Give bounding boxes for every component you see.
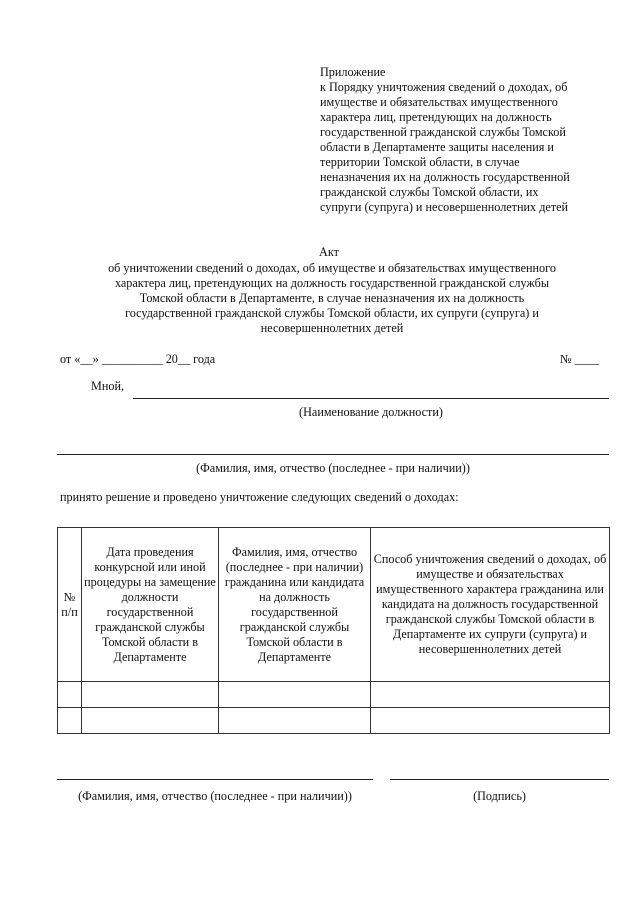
position-underline <box>133 398 609 399</box>
header-destruction-method: Способ уничтожения сведений о доходах, об имуществе и обязательствах имущественного характера гражданина или кандидата на должность государственной гражданской службы Томской области в Департаменте их супруги (супруга) и несовершеннолетних детей <box>371 528 610 682</box>
act-number-field: № ____ <box>560 352 600 366</box>
header-fio: Фамилия, имя, отчество (последнее - при наличии) гражданина или кандидата на должность государственной гражданской службы Томской области в Департаменте <box>219 528 371 682</box>
appendix-line: супруги (супруга) и несовершеннолетних детей <box>320 200 569 214</box>
act-subtitle-line: об уничтожении сведений о доходах, об имуществе и обязательствах имущественного <box>108 261 556 275</box>
act-subtitle-line: несовершеннолетних детей <box>260 321 404 335</box>
table-header-row <box>58 528 610 682</box>
act-subtitle <box>60 261 604 336</box>
signature-underline <box>390 779 609 780</box>
table-cell[interactable] <box>371 708 610 734</box>
appendix-block <box>320 65 620 215</box>
table-cell[interactable] <box>371 682 610 708</box>
table-cell[interactable] <box>82 708 219 734</box>
table-row <box>58 682 610 708</box>
date-field: от «__» __________ 20__ года <box>60 352 216 366</box>
position-caption: (Наименование должности) <box>299 405 443 419</box>
act-subtitle-line: государственной гражданской службы Томской области, их супруги (супруга) и <box>125 306 539 320</box>
table-row <box>58 708 610 734</box>
act-subtitle-line: характера лиц, претендующих на должность государственной гражданской службы <box>114 276 550 290</box>
appendix-line: области в Департаменте защиты населения и <box>320 140 554 154</box>
appendix-line: неназначения их на должность государственной <box>320 170 570 184</box>
appendix-line: к Порядку уничтожения сведений о доходах, об <box>320 80 568 94</box>
appendix-label: Приложение <box>320 65 386 79</box>
destruction-table <box>57 527 609 734</box>
act-subtitle-line: Томской области в Департаменте, в случае неназначения их на должность <box>139 291 525 305</box>
table-cell[interactable] <box>82 682 219 708</box>
header-procedure-date: Дата проведения конкурсной или иной процедуры на замещение должности государственной гражданской службы Томской области в Департаменте <box>82 528 219 682</box>
by-me-label: Мной, <box>91 379 125 393</box>
appendix-line: гражданской службы Томской области, их <box>320 185 539 199</box>
fio-underline <box>57 454 609 455</box>
table-cell[interactable] <box>58 682 82 708</box>
signature-fio-underline <box>57 779 373 780</box>
table-cell[interactable] <box>58 708 82 734</box>
appendix-line: государственной гражданской службы Томской <box>320 125 566 139</box>
table-cell[interactable] <box>219 682 371 708</box>
fio-caption: (Фамилия, имя, отчество (последнее - при наличии)) <box>196 461 470 475</box>
header-number: № п/п <box>58 528 82 682</box>
appendix-line: территории Томской области, в случае <box>320 155 520 169</box>
act-title: Акт <box>319 245 339 259</box>
signature-caption: (Подпись) <box>473 789 526 803</box>
appendix-line: имуществе и обязательствах имущественного <box>320 95 558 109</box>
table-cell[interactable] <box>219 708 371 734</box>
signature-fio-caption: (Фамилия, имя, отчество (последнее - при наличии)) <box>78 789 352 803</box>
decision-text: принято решение и проведено уничтожение следующих сведений о доходах: <box>60 490 459 504</box>
appendix-line: характера лиц, претендующих на должность <box>320 110 552 124</box>
